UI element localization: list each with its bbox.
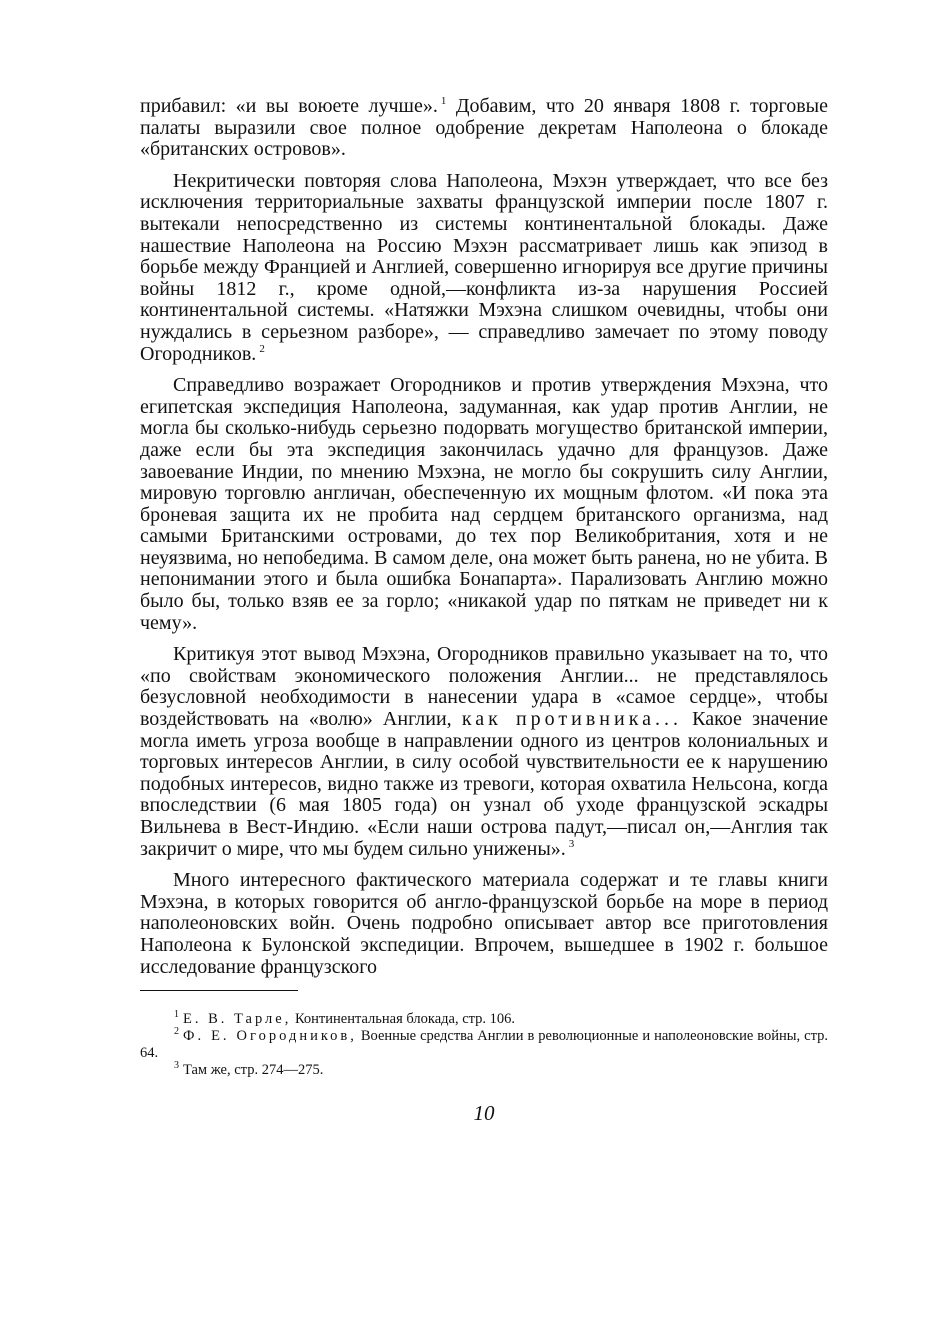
paragraph-3 — [140, 375, 828, 634]
paragraph-text: Справедливо возражает Огородников и против утверждения Мэхэна, что египетская экспедиция Наполеона, задуманная, как удар против Англии, не могла бы сколько-нибудь серьезно подорвать могущество британской империи, даже если бы эта экспедиция закончилась удачно для французов. Даже завоевание Индии, по мнению Мэхэна, не могло бы сокрушить силу Англии, мировую торговлю англичан, обеспеченную их мощным флотом. «И пока эта броневая защита их не пробита над сердцем британского организма, над самыми Британскими островами, до тех пор Великобритания, хотя и не неуязвима, но непобедима. В самом деле, она может быть ранена, но не убита. В непонимании этого и была ошибка Бонапарта». Парализовать Англию можно было бы, только взяв ее за горло; «никакой удар по пяткам не приведет ни к чему». — [140, 374, 828, 634]
paragraph-1 — [140, 96, 828, 161]
footnote-reference-3: 3 — [568, 837, 575, 850]
footnote-text: Военные средства Англии в революционные и наполеоновские войны, стр. 64. — [140, 1028, 828, 1062]
footnote-number: 2 — [174, 1026, 179, 1038]
footnote-number: 3 — [174, 1060, 179, 1072]
footnotes — [140, 1011, 828, 1079]
footnote-text: Там же, стр. 274—275. — [183, 1062, 324, 1079]
footnote-3 — [140, 1062, 828, 1079]
paragraph-2 — [140, 171, 828, 365]
paragraph-text: прибавил: «и вы воюете лучше». — [140, 95, 438, 117]
footnote-author: Ф. Е. Огородников, — [183, 1028, 357, 1045]
footnote-number: 1 — [174, 1009, 179, 1021]
paragraph-text: Много интересного фактического материала содержат и те главы книги Мэхэна, в которых говорится об англо-французской борьбе на море в период наполеоновских войн. Очень подробно описывает автор все приготовления Наполеона к Булонской экспедиции. Впрочем, вышедшее в 1902 г. большое исследование французского — [140, 869, 828, 978]
footnote-author: Е. В. Тарле, — [183, 1011, 292, 1028]
paragraph-4 — [140, 644, 828, 860]
spaced-emphasis: как противника... — [461, 708, 682, 731]
footnote-divider — [140, 990, 298, 991]
paragraph-text-tail: Добавим, что 20 января 1808 г. торговые палаты выразили свое полное одобрение декретам Наполеона о блокаде «британских островов». — [140, 95, 829, 161]
paragraph-5 — [140, 870, 828, 978]
footnote-reference-2: 2 — [259, 342, 265, 355]
footnote-reference-1: 1 — [440, 95, 447, 108]
footnote-2 — [140, 1028, 828, 1062]
book-page — [140, 96, 828, 1126]
paragraph-text: Некритически повторяя слова Наполеона, Мэхэн утверждает, что все без исключения территориальные захваты французской империи после 1807 г. вытекали непосредственно из системы континентальной блокады. Даже нашествие Наполеона на Россию Мэхэн рассматривает лишь как эпизод в борьбе между Францией и Англией, совершенно игнорируя все другие причины войны 1812 г., кроме одной,—конфликта из-за нарушения Россией континентальной системы. «Натяжки Мэхэна слишком очевидны, чтобы они нуждались в серьезном разборе», — справедливо замечает по этому поводу Огородников. — [140, 169, 828, 365]
paragraph-text-tail: Какое значение могла иметь угроза вообще в направлении одного из центров колониальных и торговых интересов Англии, в силу особой чувствительности ее к нарушению подобных интересов, видно также из тревоги, которая охватила Нельсона, когда впоследствии (6 мая 1805 года) он узнал об уходе французской эскадры Вильнева в Вест-Индию. «Если наши острова падут,—писал он,—Англия так закричит о мире, что мы будем сильно унижены». — [140, 708, 828, 860]
footnote-1 — [140, 1011, 828, 1028]
paragraph-text: Критикуя этот вывод Мэхэна, Огородников правильно указывает на то, что «по свойствам экономического положения Англии... не представлялось безусловной необходимости в нанесении удара в «самое сердце», чтобы воздействовать на «волю» Англии, — [140, 643, 828, 731]
footnote-text: Континентальная блокада, стр. 106. — [291, 1011, 516, 1028]
page-number: 10 — [473, 1101, 495, 1126]
